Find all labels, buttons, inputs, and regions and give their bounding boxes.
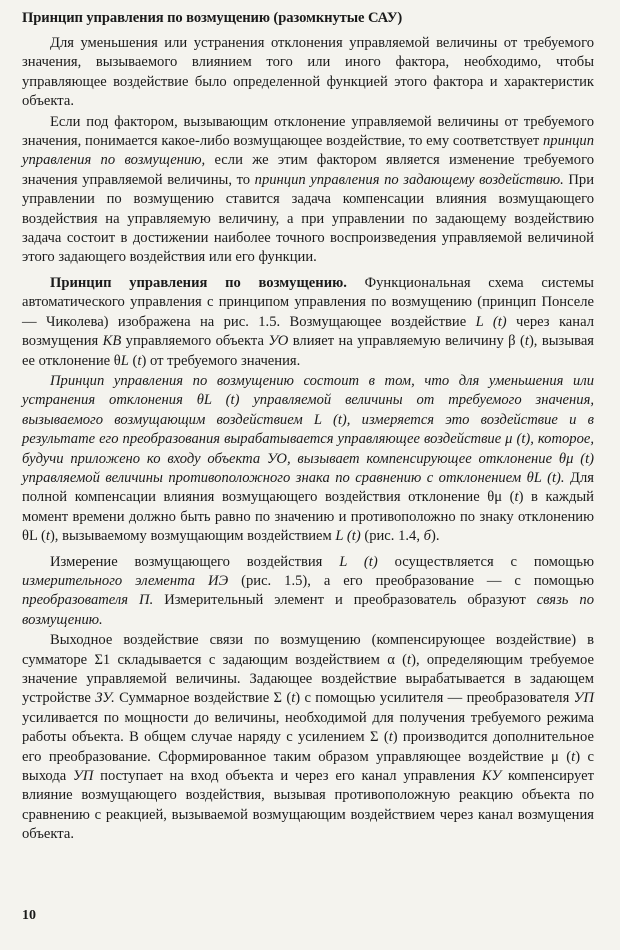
italic-text: Принцип управления по возмущению состоит в том, что для уменьшения или устранения отклонения θL (t) управляемой величины от требуемого значения, вызываемого возмущающим воздействием L (t), измеряется это воздействие и в результате его преобразования вырабатывается управляющее воздействие μ (t), которое, будучи приложено ко входу объекта УО, вызывает компенсирующее отклонение θμ (t) управляемой величины противоположного знака по сравнению с отклонением θL (t). <box>22 372 594 486</box>
text-run: ), вызываемому возмущающим воздействием <box>49 528 336 545</box>
text-run: Для уменьшения или устранения отклонения управляемой величины от требуемого значения, вызываемого влиянием того или иного фактора, необходимо, чтобы управляющее воздействие было определенной функцией этого фактора и характеристик объекта. <box>22 35 594 110</box>
text-run: (рис. 1.4, <box>360 528 424 545</box>
italic-text: t <box>571 748 576 765</box>
text-run: Функциональная схема системы автоматического управления с принципом управления по возмущению (принцип Понселе — Чиколева) изображена на рис. 1.5. Возмущающее воздействие <box>22 274 594 330</box>
text-run: ( <box>128 352 138 369</box>
italic-text: УО <box>268 333 289 350</box>
italic-text: t <box>45 528 50 545</box>
text-run: Измерительный элемент и преобразователь образуют <box>153 592 537 609</box>
text-run: влияет на управляемую величину β ( <box>288 333 525 350</box>
italic-text: преобразователя П. <box>22 592 154 609</box>
text-run: При управлении по возмущению ставится задача компенсации влияния возмущающего воздействия на управляемую величину, а при управлении по задающему воздействию задача состоит в достижении наиболее точного воспроизведения управляемой величиной этого задающего воздействия или его функции. <box>22 171 595 266</box>
text-run: осуществляется с помощью <box>377 553 594 570</box>
paragraph <box>22 553 594 631</box>
section-heading: Принцип управления по возмущению (разомкнутые САУ) <box>22 10 403 26</box>
paragraph <box>22 631 594 844</box>
text-run: ) с выхода <box>22 748 594 785</box>
text-run: Если под фактором, вызывающим отклонение управляемой величины от требуемого значения, понимается какое-либо возмущающее воздействие, то ему соответствует <box>22 113 594 150</box>
italic-text: L <box>120 352 129 369</box>
italic-text: t <box>524 333 529 350</box>
text-run: ) в каждый момент времени должно быть равно по значению и противоположно по знаку отклонению θL ( <box>22 489 594 545</box>
italic-text: t <box>291 690 296 707</box>
italic-text: КУ <box>481 768 502 785</box>
italic-text: t <box>407 651 412 668</box>
text-run: Измерение возмущающего воздействия <box>50 553 340 570</box>
text-run: ) от требуемого значения. <box>141 352 301 369</box>
text-run: ) с помощью усилителя — преобразователя <box>295 690 574 707</box>
italic-text: принцип управления по возмущению, <box>22 133 594 169</box>
italic-text: ЗУ. <box>95 690 115 707</box>
italic-text: t <box>137 352 142 369</box>
italic-text: принцип управления по задающему воздействию. <box>254 171 564 188</box>
italic-text: КВ <box>102 333 122 350</box>
text-run: управляемого объекта <box>121 333 269 350</box>
text-run: через канал возмущения <box>22 313 594 350</box>
text-run: (рис. 1.5), а его преобразование — с помощью <box>228 572 595 589</box>
text-run: компенсирует влияние возмущающего воздействия, вызывая противоположную реакцию объекта по сравнению с реакцией, вызываемой возмущающим воздействием через канал возмущения объекта. <box>22 768 594 843</box>
text-run: если же этим фактором является изменение требуемого значения управляемой величины, то <box>22 152 594 188</box>
paragraph <box>22 372 594 547</box>
text-run: Суммарное воздействие Σ ( <box>114 690 292 707</box>
italic-text: L (t) <box>475 313 507 330</box>
text-run: Для полной компенсации влияния возмущающего воздействия отклонение θμ ( <box>22 469 594 506</box>
italic-text: L (t) <box>339 553 378 570</box>
paragraph <box>22 113 594 268</box>
italic-text: измерительного элемента ИЭ <box>22 572 229 589</box>
italic-text: УП <box>573 690 594 707</box>
italic-text: УП <box>73 768 94 785</box>
text-run: ). <box>430 528 440 545</box>
paragraph <box>22 274 594 371</box>
text-run: поступает на вход объекта и через его канал управления <box>93 768 482 785</box>
body-text <box>22 34 594 845</box>
text-run: Выходное воздействие связи по возмущению (компенсирующее воздействие) в сумматоре Σ1 складывается с задающим воздействием α ( <box>22 632 594 668</box>
italic-text: t <box>388 729 393 746</box>
text-run: ), определяющим требуемое значение управляемой величины. Задающее воздействие вырабатывается в задающем устройстве <box>22 651 594 707</box>
text-run: ) производится дополнительное его преобразование. Сформированное таким образом управляющее воздействие μ ( <box>22 729 594 765</box>
text-run: усиливается по мощности до величины, необходимой для получения требуемого режима работы объекта. В общем случае наряду с усилением Σ ( <box>22 709 594 746</box>
italic-text: L (t) <box>335 528 361 545</box>
paragraph <box>22 34 594 112</box>
italic-text: б <box>423 528 431 545</box>
italic-text: связь по возмущению. <box>22 592 594 628</box>
paragraph-lead: Принцип управления по возмущению. <box>50 274 347 291</box>
page-number: 10 <box>22 908 36 923</box>
italic-text: t <box>514 489 519 506</box>
text-run: ), вызывая ее отклонение θ <box>22 333 595 369</box>
